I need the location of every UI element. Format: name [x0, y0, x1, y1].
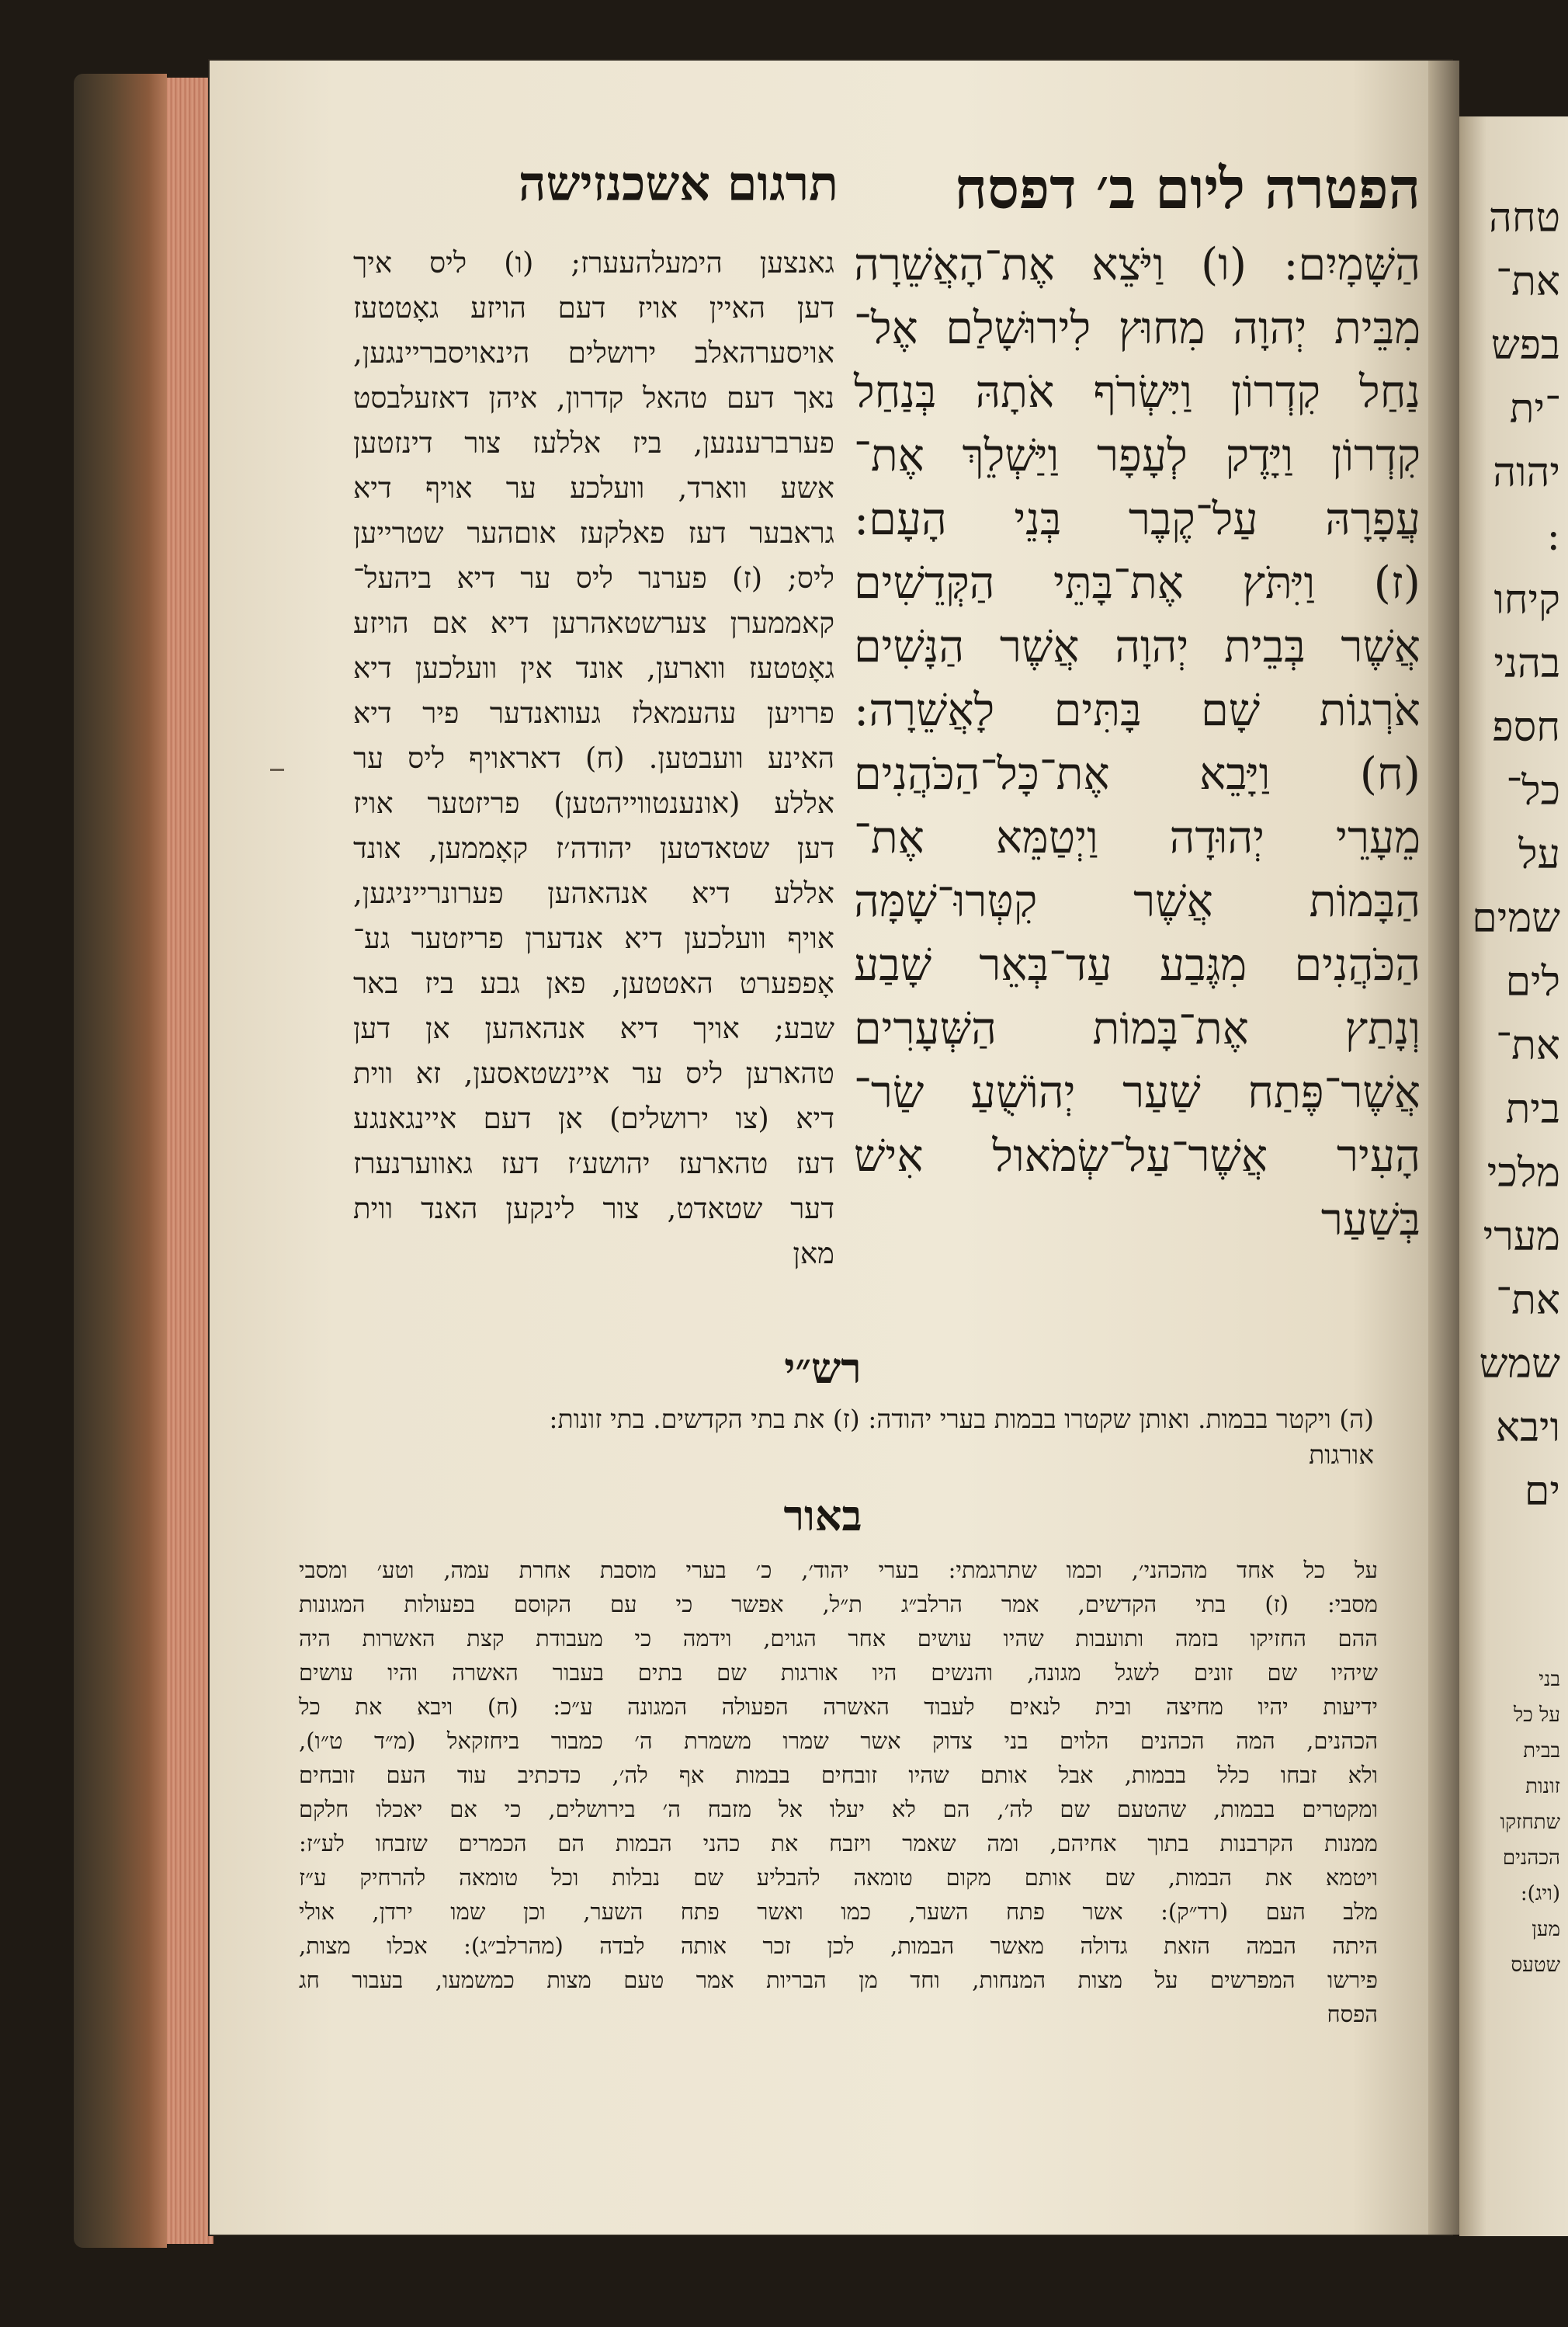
next-page-small-line: שטעס [1511, 1954, 1560, 1977]
next-page-small-line: שתחזקו [1500, 1811, 1560, 1834]
next-page-small-line: בבית [1523, 1739, 1560, 1763]
verse-line: (ח) וַיָּבֵא אֶת־כָּל־הַכֹּהֲנִים [854, 748, 1421, 800]
next-page-small-line: בני [1539, 1668, 1560, 1691]
next-page-line: את־ [1496, 1023, 1560, 1069]
biur-line: ממנות הקרבנות בתוך אחיהם, ומה שאמר ויזבח את כהני הבמות הם הכמרים שזבחו לע״ז: [299, 1830, 1378, 1856]
book-cover-edge [74, 74, 167, 2248]
next-page-line: יהוה [1493, 450, 1560, 496]
hebrew-verse-column [854, 233, 1421, 1252]
biur-line: ויטמא את הבמות, שם אותם מקום טומאה להבליע שם נבלות וכל טומאה להרחיק ע״ז [299, 1864, 1378, 1891]
targum-line: קאממערן צערשטאהרען דיא אם הויזע [353, 606, 834, 640]
next-page-line: טחה [1488, 195, 1560, 241]
next-page-line: את־ [1496, 1277, 1560, 1324]
verse-line: הַשָּׁמָיִם: (ו) וַיֹּצֵא אֶת־הָאֲשֵׁרָה [854, 239, 1421, 290]
targum-line: אָפפערט האטטען, פאן גבע ביז באר [353, 967, 834, 1000]
verse-line: מִבֵּית יְהוָה מִחוּץ לִירוּשָׁלַם אֶל־ [854, 303, 1421, 354]
rashi-line: (ה) ויקטר בבמות. ואותן שקטרו בבמות בערי יהודה: (ז) את בתי הקדשים. בתי זונות: [549, 1404, 1374, 1434]
next-page-line: מערי [1483, 1214, 1560, 1260]
biur-line: הפסח [1327, 2001, 1378, 2027]
targum-line: גאָטטעז ווארען, אונד אין וועלכען דיא [353, 651, 834, 685]
targum-line: דען שטאדטען יהודה׳ז קאָממען, אונד [353, 832, 834, 865]
targum-line: טהארען ליס ער איינשטאסען, זא ווית [353, 1057, 834, 1090]
next-page-line: ויבא [1495, 1405, 1560, 1451]
next-page-line: שמים [1472, 895, 1560, 942]
verse-line: מֵעָרֵי יְהוּדָה וַיְטַמֵּא אֶת־ [854, 812, 1421, 863]
biur-line: היתה הבמה הזאת גדולה מאשר הבמות, לכן זכר אותה לבדה (מהרלב״ג): אכלו מצות, [299, 1933, 1378, 1959]
next-page-line: כל־ [1506, 768, 1560, 814]
verse-line: הַבָּמוֹת אֲשֶׁר קִטְּרוּ־שָׁמָּה [854, 876, 1421, 927]
next-page-small-line: זונות [1525, 1775, 1560, 1798]
haftarah-title: הפטרה ליום ב׳ דפסח [954, 155, 1421, 221]
targum-line: מאן [793, 1237, 834, 1270]
targum-title: תרגום אשכנזי [580, 155, 838, 212]
biur-line: שיהיו שם זונים לשגל מגונה, והנשים היו אורגות שם בתים בעבור האשרה והיו עושים [299, 1659, 1378, 1686]
verse-line: נַחַל קִדְרוֹן וַיִּשְׂרֹף אֹתָהּ בְּנַחַל [854, 366, 1421, 418]
targum-line: אשע ווארד, וועלכע ער אויף דיא [353, 471, 834, 505]
book-gutter [1428, 61, 1459, 2235]
next-page-line: בהני [1493, 641, 1560, 687]
next-page-line: לים [1505, 959, 1560, 1005]
verse-line: עֲפָרָהּ עַל־קֶבֶר בְּנֵי הָעָם: [854, 494, 1421, 545]
targum-line: פערברעננען, ביז אללעז צור דינזטען [353, 426, 834, 460]
targum-line: גראבער דעז פאלקעז אוםהער שטרייען [353, 516, 834, 550]
page-number: שה [518, 155, 581, 212]
verse-line: אֲשֶׁר בְּבֵית יְהוָה אֲשֶׁר הַנָּשִׁים [854, 621, 1421, 672]
next-page-line: שמש [1479, 1341, 1560, 1388]
biur-line: מלב העם (רד״ק): אשר פתח השער, כמו ואשר פתח השער, וכן שמו ירדן, אולי [299, 1898, 1378, 1925]
targum-line: גאנצען הימעלהעערז; (ו) ליס איך [353, 246, 834, 280]
page-edges [167, 78, 213, 2244]
next-page-small-line: על כל [1513, 1704, 1560, 1727]
next-page-line: בפש [1490, 322, 1560, 369]
targum-line: שבע; אויך דיא אנהאהען אן דען [353, 1012, 834, 1045]
verse-line: וְנָתַץ אֶת־בָּמוֹת הַשְּׁעָרִים [854, 1003, 1421, 1054]
rashi-commentary [310, 1401, 1374, 1473]
verse-line: קִדְרוֹן וַיָּדֶק לְעָפָר וַיַּשְׁלֵךְ אֶת־ [854, 430, 1421, 481]
verse-line: אֲשֶׁר־פֶּתַח שַׁעַר יְהוֹשֻׁעַ שַׂר־ [854, 1067, 1421, 1118]
verse-line: הָעִיר אֲשֶׁר־עַל־שְׂמֹאול אִישׁ [854, 1131, 1421, 1182]
targum-column [353, 241, 834, 1276]
targum-line: דען האיין אויז דעם הויזע גאָטטעז [353, 291, 834, 325]
targum-line: אויסערהאלב ירושלים הינאויסבריינגען, [353, 336, 834, 370]
targum-line: האינע וועבטען. (ח) דאראויף ליס ער [353, 742, 834, 775]
verse-line: (ז) וַיִּתֹּץ אֶת־בָּתֵּי הַקְּדֵשִׁים [854, 557, 1421, 609]
next-page-line: על [1518, 832, 1560, 878]
biur-line: ולא זבחו כלל בבמות, אבל אותם שהיו זובחים בבמות אף לה׳, כדכתיב עוד העם זובחים [299, 1762, 1378, 1788]
targum-line: נאך דעם טהאל קדרון, איהן דאזעלבסט [353, 381, 834, 415]
next-page-commentary-fragment [1475, 1662, 1560, 1983]
targum-line: דיא (צו ירושלים) אן דעם איינגאנגע [353, 1102, 834, 1135]
biur-line: ומקטרים בבמות, שהטעם שם לה׳, הם לא יעלו אל מזבח ה׳ בירושלים, כי אם יאכלו חלקם [299, 1796, 1378, 1822]
targum-line: דעז טהארעז יהושע׳ז דעז גאווערנערז [353, 1147, 834, 1180]
next-page-small-line: הכהנים [1502, 1846, 1560, 1870]
targum-line: אללע דיא אנהאהען פערונרייניגען, [353, 877, 834, 910]
verse-line: הַכֹּהֲנִים מִגֶּבַע עַד־בְּאֵר שָׁבַע [854, 939, 1421, 991]
next-page-line: בית [1505, 1086, 1560, 1133]
next-page-line: ים [1524, 1468, 1560, 1515]
biur-commentary [299, 1553, 1378, 2031]
verse-line: אֹרְגוֹת שָׁם בָּתִּים לָאֲשֵׁרָה: [854, 685, 1421, 736]
targum-line: פרויען עהעמאלז געוואנדער פיר דיא [353, 696, 834, 730]
margin-mark [270, 769, 284, 771]
biur-line: על כל אחד מהכהני׳, וכמו שתרגמתי: בערי יהוד׳, כ׳ בערי מוסבת אחרת עמה, וטע׳ ומסבי [299, 1557, 1378, 1583]
biur-line: מסבי: (ז) בתי הקדשים, אמר הרלב״ג ת״ל, אפשר כי עם הקוסם בפעולות המגונות [299, 1591, 1378, 1617]
biur-line: ידיעות יהיו מחיצה ובית לנאים לעבוד האשרה הפעולה המגונה ע״כ: (ח) ויבא את כל [299, 1693, 1378, 1720]
next-page-line: ־ית [1509, 386, 1560, 432]
next-page-small-line: (ויג): [1520, 1882, 1560, 1905]
next-page-small-line: מען [1532, 1918, 1560, 1941]
next-page-line: חספ [1492, 704, 1560, 751]
next-page-line: קיחו [1493, 577, 1560, 623]
biur-line: הכהנים, המה הכהנים הלוים בני צדוק אשר שמרו משמרת ה׳ כמבור ביחזקאל (מ״ד ט״ו), [299, 1728, 1378, 1754]
next-page-line: מלכי [1486, 1150, 1560, 1196]
next-page-line: את־ [1496, 259, 1560, 305]
targum-line: ליס; (ז) פערנר ליס ער דיא ביהעל־ [353, 561, 834, 595]
rashi-line: אורגות [1309, 1440, 1374, 1470]
rashi-heading: רש״י [784, 1343, 862, 1393]
biur-line: ההם החזיקו בזמה ותועבות שהיו עושים אחר הגוים, וידמה כי מעבודת קצת האשרות היה [299, 1625, 1378, 1651]
running-header [357, 155, 838, 213]
targum-line: אויף וועלכען דיא אנדערן פריזטער גע־ [353, 922, 834, 955]
targum-line: אללע (אונענטווייהטען) פריזטער אויז [353, 787, 834, 820]
biur-heading: באור [783, 1491, 862, 1540]
next-page-verse-fragment [1472, 186, 1560, 1523]
targum-line: דער שטאדט, צור לינקען האנד ווית [353, 1192, 834, 1225]
verse-line: בְּשַׁעַר [1320, 1194, 1421, 1245]
biur-line: פירשו המפרשים על מצות המנחות, וחד מן הבריות אמר טעם מצות כמשמעו, בעבור חג [299, 1967, 1378, 1993]
next-page-line: : [1546, 513, 1560, 560]
